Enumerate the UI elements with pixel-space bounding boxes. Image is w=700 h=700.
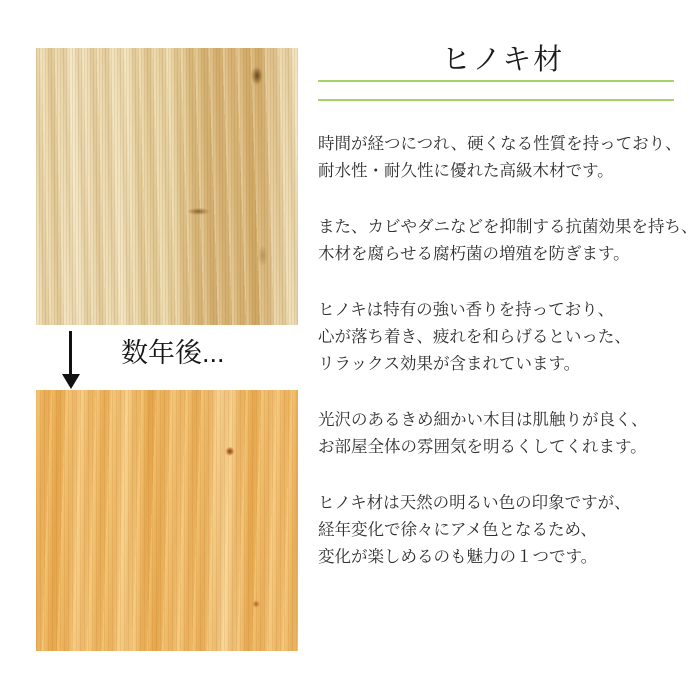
text-line: 経年変化で徐々にアメ色となるため、 xyxy=(318,521,597,539)
text-line: また、カビやダニなどを抑制する抗菌効果を持ち、 xyxy=(318,218,698,236)
text-line: ヒノキは特有の強い香りを持っており、 xyxy=(318,301,615,319)
description-paragraph xyxy=(318,490,688,571)
title-underline-top xyxy=(318,80,674,82)
text-line: 心が落ち着き、疲れを和らげるといった、 xyxy=(318,328,631,346)
wood-sample-before-image xyxy=(36,48,298,325)
text-line: 変化が楽しめるのも魅力の１つです。 xyxy=(318,548,598,566)
text-line: 光沢のあるきめ細かい木目は肌触りが良く、 xyxy=(318,411,648,429)
down-arrow-head-icon xyxy=(62,374,80,389)
description-paragraph xyxy=(318,297,688,378)
description-column xyxy=(318,44,698,600)
text-line: 木材を腐らせる腐朽菌の増殖を防ぎます。 xyxy=(318,245,630,263)
description-paragraphs xyxy=(318,131,698,571)
years-later-label: 数年後... xyxy=(121,338,225,368)
page-title: ヒノキ材 xyxy=(441,44,565,76)
title-underline-bottom xyxy=(318,99,674,101)
text-line: ヒノキ材は天然の明るい色の印象ですが、 xyxy=(318,494,631,512)
text-line: リラックス効果が含まれています。 xyxy=(318,355,581,373)
text-line: 時間が経つにつれ、硬くなる性質を持っており、 xyxy=(318,135,682,153)
description-paragraph xyxy=(318,214,698,268)
description-paragraph xyxy=(318,407,688,461)
down-arrow-icon xyxy=(69,331,72,376)
text-line: お部屋全体の雰囲気を明るくしてくれます。 xyxy=(318,438,647,456)
wood-sample-after-image xyxy=(36,390,298,651)
text-line: 耐水性・耐久性に優れた高級木材です。 xyxy=(318,162,614,180)
description-paragraph xyxy=(318,131,688,185)
